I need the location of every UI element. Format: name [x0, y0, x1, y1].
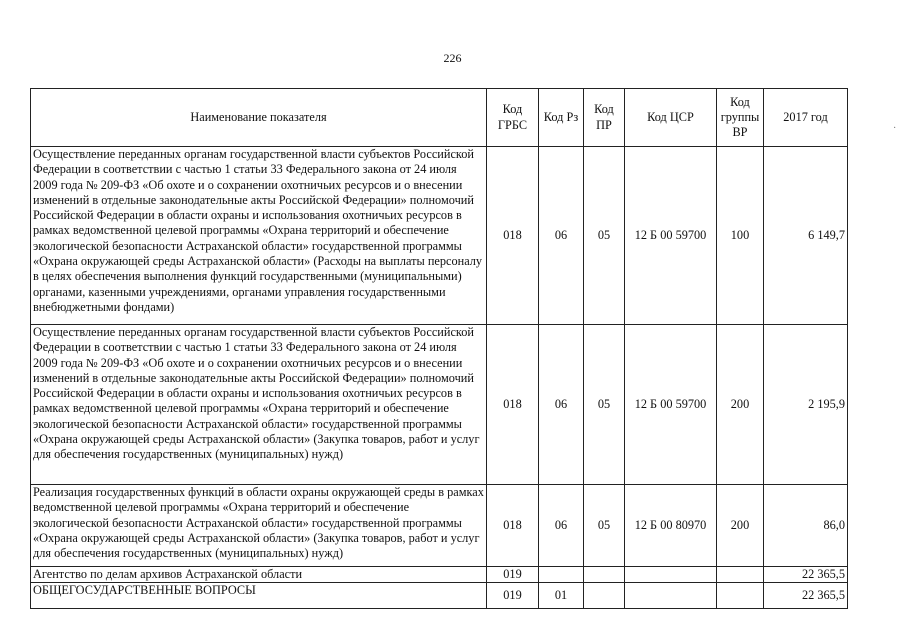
- row-name: Осуществление переданных органам государственной власти субъектов Российской Федерации в соответствии с частью 1 статьи 33 Федерального закона от 24 июля 2009 года № 209-ФЗ «Об охоте и о сохранении охотничьих ресурсов и о внесении изменений в отдельные законодательные акты Российской Федерации» полномочий Российской Федерации в области охраны и использования охотничьих ресурсов в рамках ведомственной целевой программы «Охрана территорий и обеспечение экологической безопасности Астраханской области» государственной программы «Охрана окружающей среды Астраханской области» (Расходы на выплаты персоналу в целях обеспечения выполнения функций государственными (муниципальными) органами, казенными учреждениями, органами управления государственными внебюджетными фондами): [31, 147, 487, 325]
- row-grbs: 019: [487, 583, 539, 609]
- row-grbs: 018: [487, 325, 539, 485]
- header-pr: Код ПР: [584, 89, 625, 147]
- row-pr: 05: [584, 147, 625, 325]
- row-name: Осуществление переданных органам государственной власти субъектов Российской Федерации в соответствии с частью 1 статьи 33 Федерального закона от 24 июля 2009 года № 209-ФЗ «Об охоте и о сохранении охотничьих ресурсов и о внесении изменений в отдельные законодательные акты Российской Федерации» полномочий Российской Федерации в области охраны и использования охотничьих ресурсов в рамках ведомственной целевой программы «Охрана территорий и обеспечение экологической безопасности Астраханской области» государственной программы «Охрана окружающей среды Астраханской области» (Закупка товаров, работ и услуг для обеспечения государственных (муниципальных) нужд): [31, 325, 487, 485]
- row-amount: 86,0: [764, 485, 848, 567]
- table-row: [31, 147, 848, 325]
- row-csr: [625, 567, 717, 583]
- budget-table: [30, 88, 848, 609]
- table-row: [31, 485, 848, 567]
- row-csr: 12 Б 00 80970: [625, 485, 717, 567]
- header-rz: Код Рз: [539, 89, 584, 147]
- row-vr: [717, 583, 764, 609]
- row-vr: 100: [717, 147, 764, 325]
- row-vr: 200: [717, 485, 764, 567]
- row-rz: 06: [539, 325, 584, 485]
- row-name: Реализация государственных функций в области охраны окружающей среды в рамках ведомственной целевой программы «Охрана территорий и обеспечение экологической безопасности Астраханской области» государственной программы «Охрана окружающей среды Астраханской области» (Закупка товаров, работ и услуг для обеспечения государственных (муниципальных) нужд): [31, 485, 487, 567]
- table-row: [31, 325, 848, 485]
- row-csr: [625, 583, 717, 609]
- row-name: Агентство по делам архивов Астраханской области: [31, 567, 487, 583]
- header-vr: Код группы ВР: [717, 89, 764, 147]
- row-grbs: 018: [487, 485, 539, 567]
- row-rz: 01: [539, 583, 584, 609]
- row-grbs: 018: [487, 147, 539, 325]
- row-amount: 2 195,9: [764, 325, 848, 485]
- page-number: 226: [443, 51, 462, 65]
- row-csr: 12 Б 00 59700: [625, 147, 717, 325]
- header-grbs: Код ГРБС: [487, 89, 539, 147]
- row-csr: 12 Б 00 59700: [625, 325, 717, 485]
- header-year: 2017 год: [764, 89, 848, 147]
- row-grbs: 019: [487, 567, 539, 583]
- row-pr: 05: [584, 485, 625, 567]
- row-pr: 05: [584, 325, 625, 485]
- header-name: Наименование показателя: [31, 89, 487, 147]
- row-name: ОБЩЕГОСУДАРСТВЕННЫЕ ВОПРОСЫ: [31, 583, 487, 609]
- table-row: [31, 567, 848, 583]
- table-row: [31, 583, 848, 609]
- row-pr: [584, 583, 625, 609]
- row-amount: 22 365,5: [764, 567, 848, 583]
- row-rz: 06: [539, 147, 584, 325]
- row-rz: [539, 567, 584, 583]
- row-vr: 200: [717, 325, 764, 485]
- row-amount: 22 365,5: [764, 583, 848, 609]
- row-pr: [584, 567, 625, 583]
- row-amount: 6 149,7: [764, 147, 848, 325]
- header-csr: Код ЦСР: [625, 89, 717, 147]
- table-header-row: [31, 89, 848, 147]
- row-vr: [717, 567, 764, 583]
- margin-mark: ·: [893, 123, 897, 134]
- row-rz: 06: [539, 485, 584, 567]
